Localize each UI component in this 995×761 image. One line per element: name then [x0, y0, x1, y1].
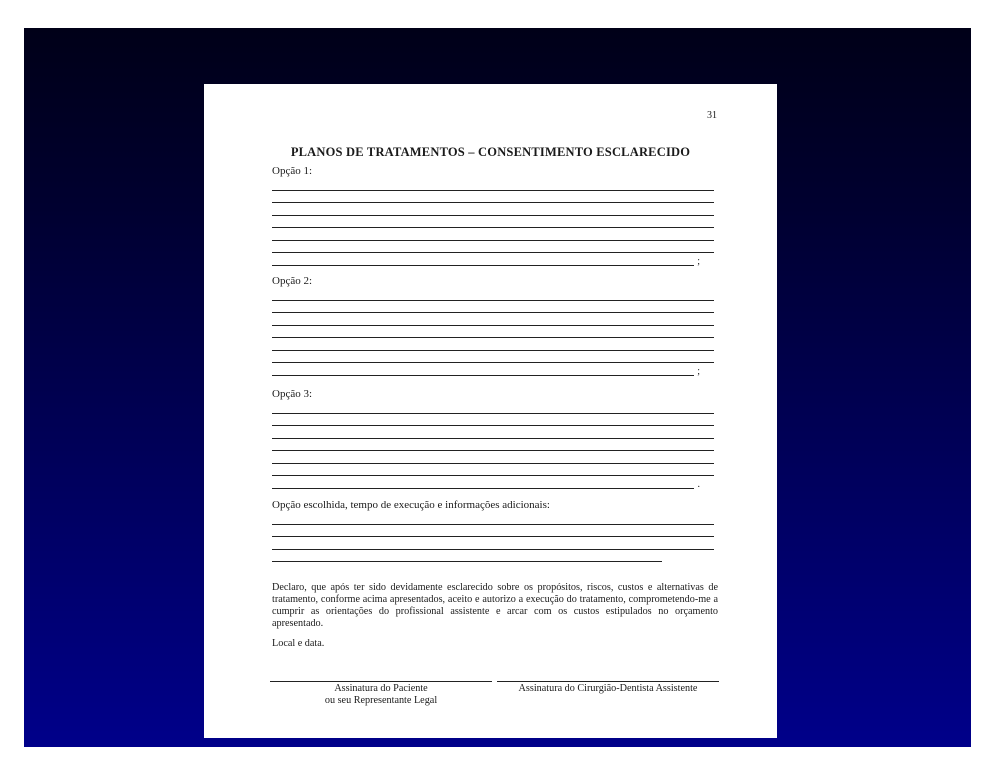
- document-title: PLANOS DE TRATAMENTOS – CONSENTIMENTO ESCLARECIDO: [290, 145, 691, 159]
- blank-line: [272, 203, 714, 216]
- blank-line: [272, 439, 714, 452]
- option-1-section: [272, 164, 714, 266]
- dentist-signature-caption: Assinatura do Cirurgião-Dentista Assistente: [518, 683, 698, 694]
- blank-line-last: [272, 363, 700, 377]
- blank-line: [272, 178, 714, 191]
- blank-line: [272, 401, 714, 414]
- blank-line: [272, 301, 714, 314]
- option-3-section: [272, 387, 714, 489]
- blank-line: [272, 512, 714, 525]
- blank-line: [272, 313, 714, 326]
- blank-line: [272, 338, 714, 351]
- dentist-signature-line: [497, 681, 719, 682]
- patient-signature-line: [270, 681, 492, 682]
- chosen-option-section: [272, 498, 714, 562]
- option-2-section: [272, 274, 714, 376]
- slide-background: [24, 28, 971, 747]
- line-terminator: ;: [697, 365, 700, 377]
- blank-line: [272, 525, 714, 538]
- blank-line: [272, 228, 714, 241]
- blank-line-last: [272, 253, 700, 267]
- blank-line-last: [272, 550, 662, 563]
- line-terminator: ;: [697, 255, 700, 267]
- blank-line: [272, 426, 714, 439]
- declaration-text: Declaro, que após ter sido devidamente esclarecido sobre os propósitos, riscos, custos e alternativas de tratamento, conforme acima apresentados, aceito e autorizo a execução do tratamento, comprometendo-me a cumprir as orientações do profissional assistente e arcar com os custos estipulados no orçamento apresentado.: [272, 582, 718, 629]
- option-1-label: Opção 1:: [272, 165, 313, 177]
- patient-signature-line2: ou seu Representante Legal: [324, 695, 438, 706]
- blank-line: [272, 414, 714, 427]
- blank-line: [272, 288, 714, 301]
- chosen-option-label: Opção escolhida, tempo de execução e informações adicionais:: [272, 499, 550, 511]
- blank-line-last: [272, 476, 700, 490]
- page-number: 31: [707, 110, 717, 121]
- blank-line: [272, 216, 714, 229]
- option-2-label: Opção 2:: [272, 275, 313, 287]
- blank-line: [272, 326, 714, 339]
- local-date-label: Local e data.: [272, 638, 325, 649]
- blank-line: [272, 464, 714, 477]
- blank-line: [272, 241, 714, 254]
- blank-line: [272, 537, 714, 550]
- blank-line: [272, 191, 714, 204]
- blank-line: [272, 351, 714, 364]
- patient-signature-line1: Assinatura do Paciente: [334, 683, 428, 694]
- blank-line: [272, 451, 714, 464]
- source-credit: CFO, 2004: [709, 712, 771, 726]
- document-page: [204, 84, 777, 738]
- patient-signature-caption: [270, 683, 492, 707]
- line-terminator: .: [697, 478, 700, 490]
- option-3-label: Opção 3:: [272, 388, 313, 400]
